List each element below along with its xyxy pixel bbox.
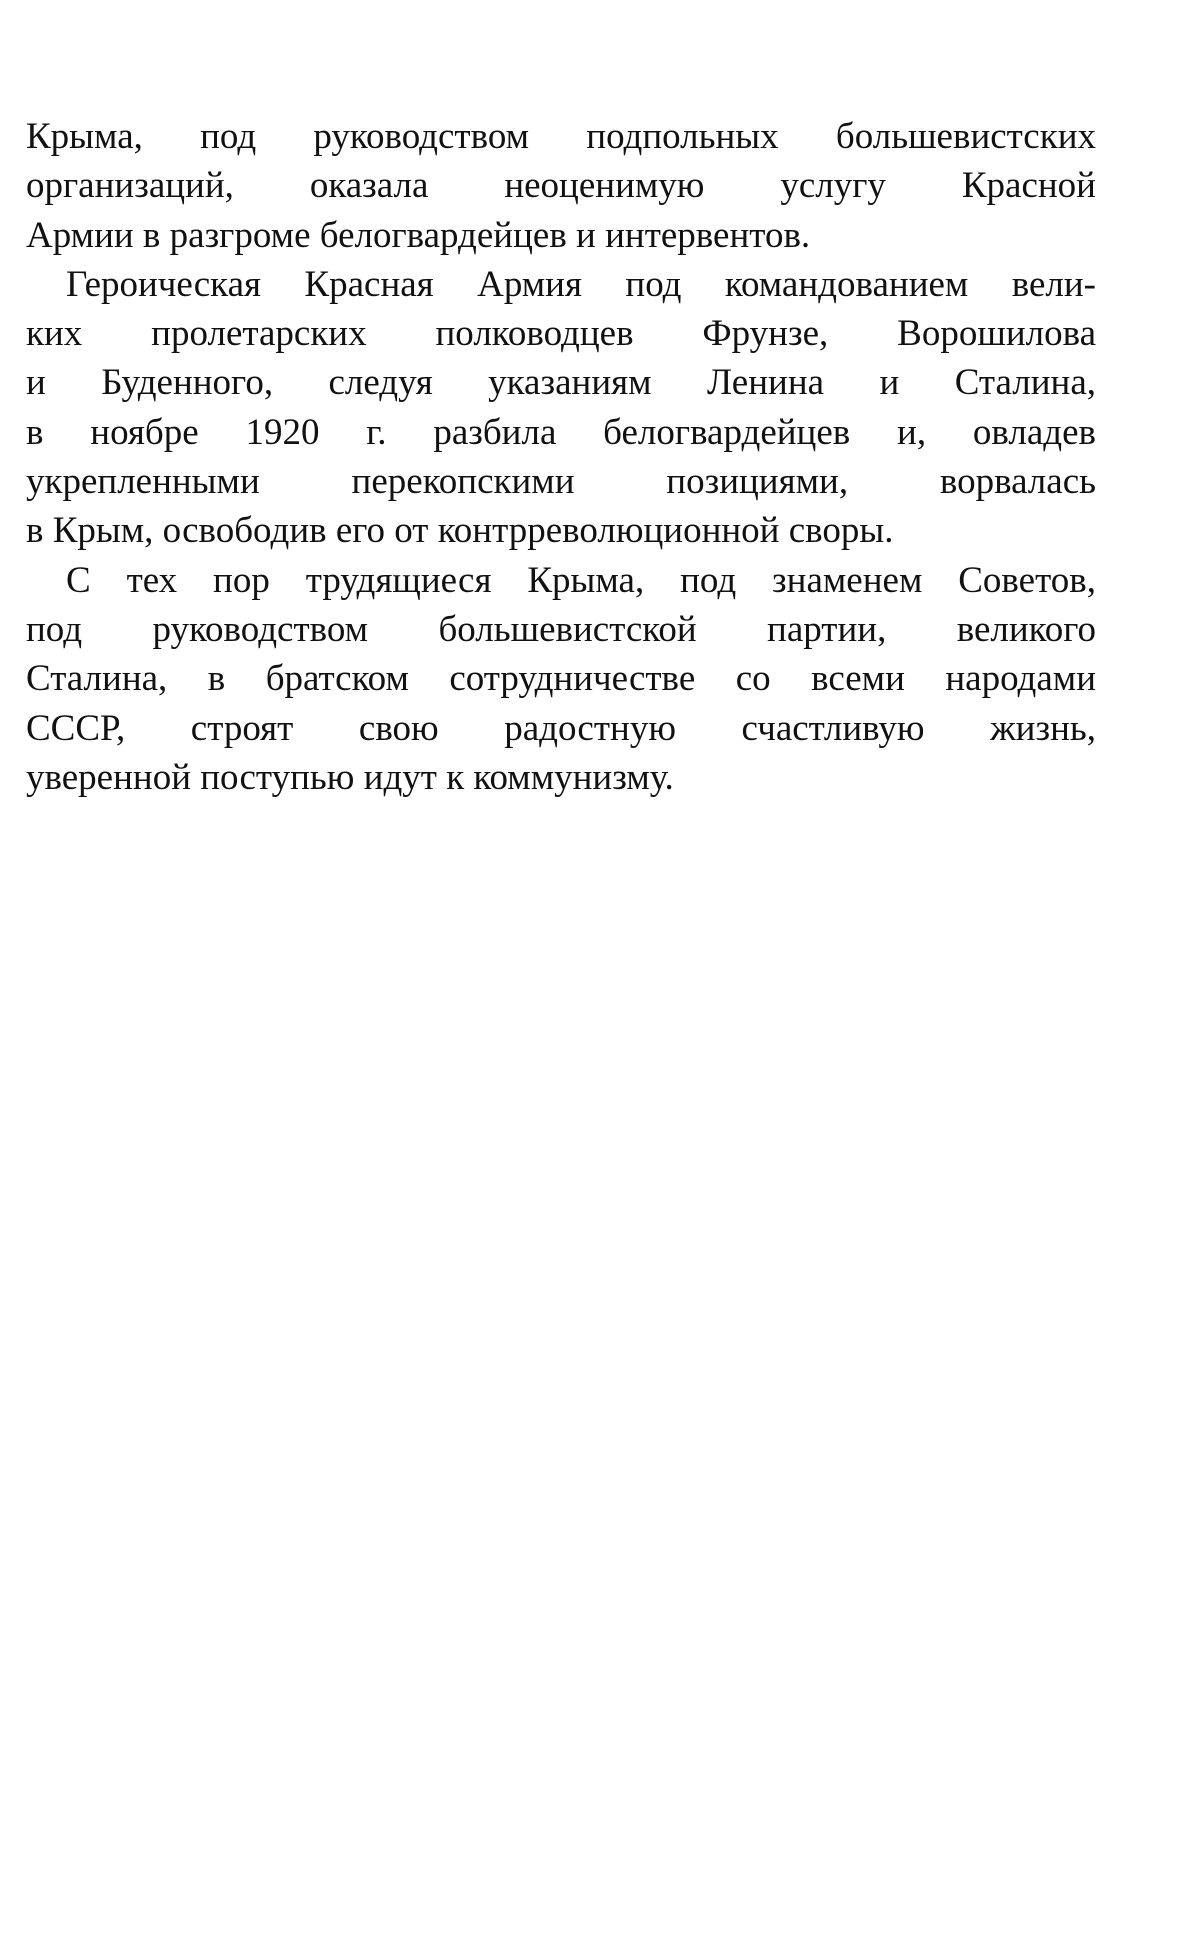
text-line: уверенной поступью идут к коммунизму. — [26, 756, 674, 798]
text-line: в ноябре 1920 г. разбила белогвардейцев и, овладев — [26, 411, 1096, 453]
text-line: СССР, строят свою радостную счастливую жизнь, — [26, 707, 1096, 749]
paragraph-3 — [26, 556, 1096, 802]
text-line: ких пролетарских полководцев Фрунзе, Ворошилова — [26, 313, 1096, 355]
text-line: Крыма, под руководством подпольных большевистских — [26, 116, 1096, 157]
text-line: Героическая Красная Армия под командованием вели- — [66, 263, 1096, 305]
paragraph-1 — [26, 112, 1096, 260]
text-line: Армии в разгроме белогвардейцев и интервентов. — [26, 214, 811, 256]
text-line: организаций, оказала неоценимую услугу Красной — [26, 165, 1096, 207]
text-line: под руководством большевистской партии, великого — [26, 608, 1096, 650]
paragraph-2 — [26, 260, 1096, 556]
text-line: и Буденного, следуя указаниям Ленина и Сталина, — [26, 362, 1096, 404]
body-text — [26, 112, 1096, 802]
text-line: С тех пор трудящиеся Крыма, под знаменем Советов, — [66, 559, 1096, 601]
text-line: укрепленными перекопскими позициями, ворвалась — [26, 461, 1096, 503]
text-line: в Крым, освободив его от контрреволюционной своры. — [26, 510, 894, 552]
text-line: Сталина, в братском сотрудничестве со всеми народами — [26, 658, 1096, 700]
